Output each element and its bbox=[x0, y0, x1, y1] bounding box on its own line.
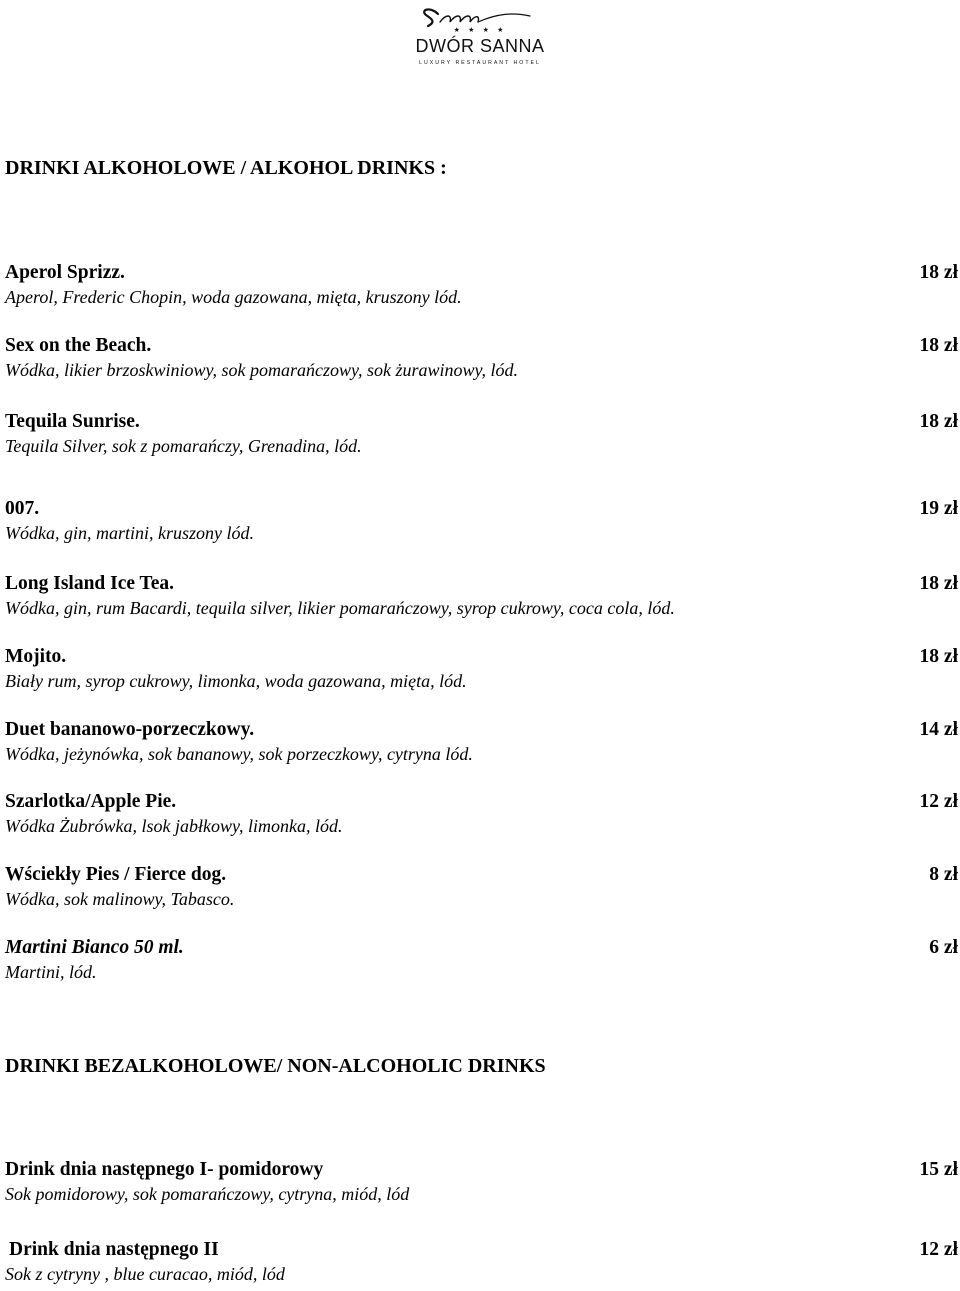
item-description: Wódka Żubrówka, lsok jabłkowy, limonka, lód. bbox=[5, 816, 343, 836]
item-name: Mojito. bbox=[5, 646, 67, 667]
item-description: Biały rum, syrop cukrowy, limonka, woda gazowana, mięta, lód. bbox=[5, 671, 467, 691]
menu-item bbox=[5, 573, 960, 625]
menu-item bbox=[5, 1239, 960, 1291]
menu-item bbox=[5, 646, 960, 698]
item-description: Wódka, gin, rum Bacardi, tequila silver, likier pomarańczowy, syrop cukrowy, coca cola, lód. bbox=[5, 598, 675, 618]
item-name: Martini Bianco 50 ml. bbox=[5, 937, 184, 958]
item-description: Tequila Silver, sok z pomarańczy, Grenadina, lód. bbox=[5, 436, 362, 456]
item-price: 18 zł bbox=[919, 262, 958, 283]
item-price: 15 zł bbox=[919, 1159, 958, 1180]
item-name: Drink dnia następnego II bbox=[9, 1239, 219, 1260]
menu-item bbox=[5, 498, 960, 550]
item-description: Martini, lód. bbox=[5, 962, 97, 982]
item-price: 18 zł bbox=[919, 573, 958, 594]
hotel-logo bbox=[400, 0, 560, 68]
item-name: Szarlotka/Apple Pie. bbox=[5, 791, 177, 812]
item-price: 18 zł bbox=[919, 411, 958, 432]
menu-item bbox=[5, 937, 960, 989]
section-title-non-alcohol: DRINKI BEZALKOHOLOWE/ NON-ALCOHOLIC DRINKS bbox=[5, 1055, 546, 1077]
item-price: 12 zł bbox=[919, 791, 958, 812]
item-name: Tequila Sunrise. bbox=[5, 411, 140, 432]
menu-item bbox=[5, 335, 960, 387]
item-description: Aperol, Frederic Chopin, woda gazowana, mięta, kruszony lód. bbox=[5, 287, 462, 307]
item-description: Wódka, sok malinowy, Tabasco. bbox=[5, 889, 235, 909]
item-name: Wściekły Pies / Fierce dog. bbox=[5, 864, 227, 885]
item-description: Sok z cytryny , blue curacao, miód, lód bbox=[5, 1264, 285, 1284]
item-name: Long Island Ice Tea. bbox=[5, 573, 175, 594]
menu-item bbox=[5, 262, 960, 314]
menu-item bbox=[5, 411, 960, 463]
logo-tagline: LUXURY RESTAURANT HOTEL bbox=[419, 60, 541, 66]
menu-item bbox=[5, 1159, 960, 1211]
item-name: Duet bananowo-porzeczkowy. bbox=[5, 719, 255, 740]
logo-wordmark: DWÓR SANNA bbox=[415, 36, 545, 56]
item-price: 14 zł bbox=[919, 719, 958, 740]
item-name: Aperol Sprizz. bbox=[5, 262, 125, 283]
item-description: Wódka, jeżynówka, sok bananowy, sok porzeczkowy, cytryna lód. bbox=[5, 744, 473, 764]
item-name: Drink dnia następnego I- pomidorowy bbox=[5, 1159, 324, 1180]
item-name: 007. bbox=[5, 498, 40, 519]
item-description: Sok pomidorowy, sok pomarańczowy, cytryna, miód, lód bbox=[5, 1184, 410, 1204]
menu-item bbox=[5, 864, 960, 916]
item-price: 18 zł bbox=[919, 646, 958, 667]
item-description: Wódka, likier brzoskwiniowy, sok pomarańczowy, sok żurawinowy, lód. bbox=[5, 360, 518, 380]
section-title-alcohol: DRINKI ALKOHOLOWE / ALKOHOL DRINKS : bbox=[5, 157, 447, 179]
item-price: 12 zł bbox=[919, 1239, 958, 1260]
item-price: 18 zł bbox=[919, 335, 958, 356]
item-price: 19 zł bbox=[919, 498, 958, 519]
menu-item bbox=[5, 719, 960, 771]
item-price: 6 zł bbox=[929, 937, 958, 958]
item-name: Sex on the Beach. bbox=[5, 335, 152, 356]
menu-item bbox=[5, 791, 960, 843]
item-description: Wódka, gin, martini, kruszony lód. bbox=[5, 523, 254, 543]
logo-stars: ★ ★ ★ ★ bbox=[453, 26, 507, 34]
item-price: 8 zł bbox=[929, 864, 958, 885]
